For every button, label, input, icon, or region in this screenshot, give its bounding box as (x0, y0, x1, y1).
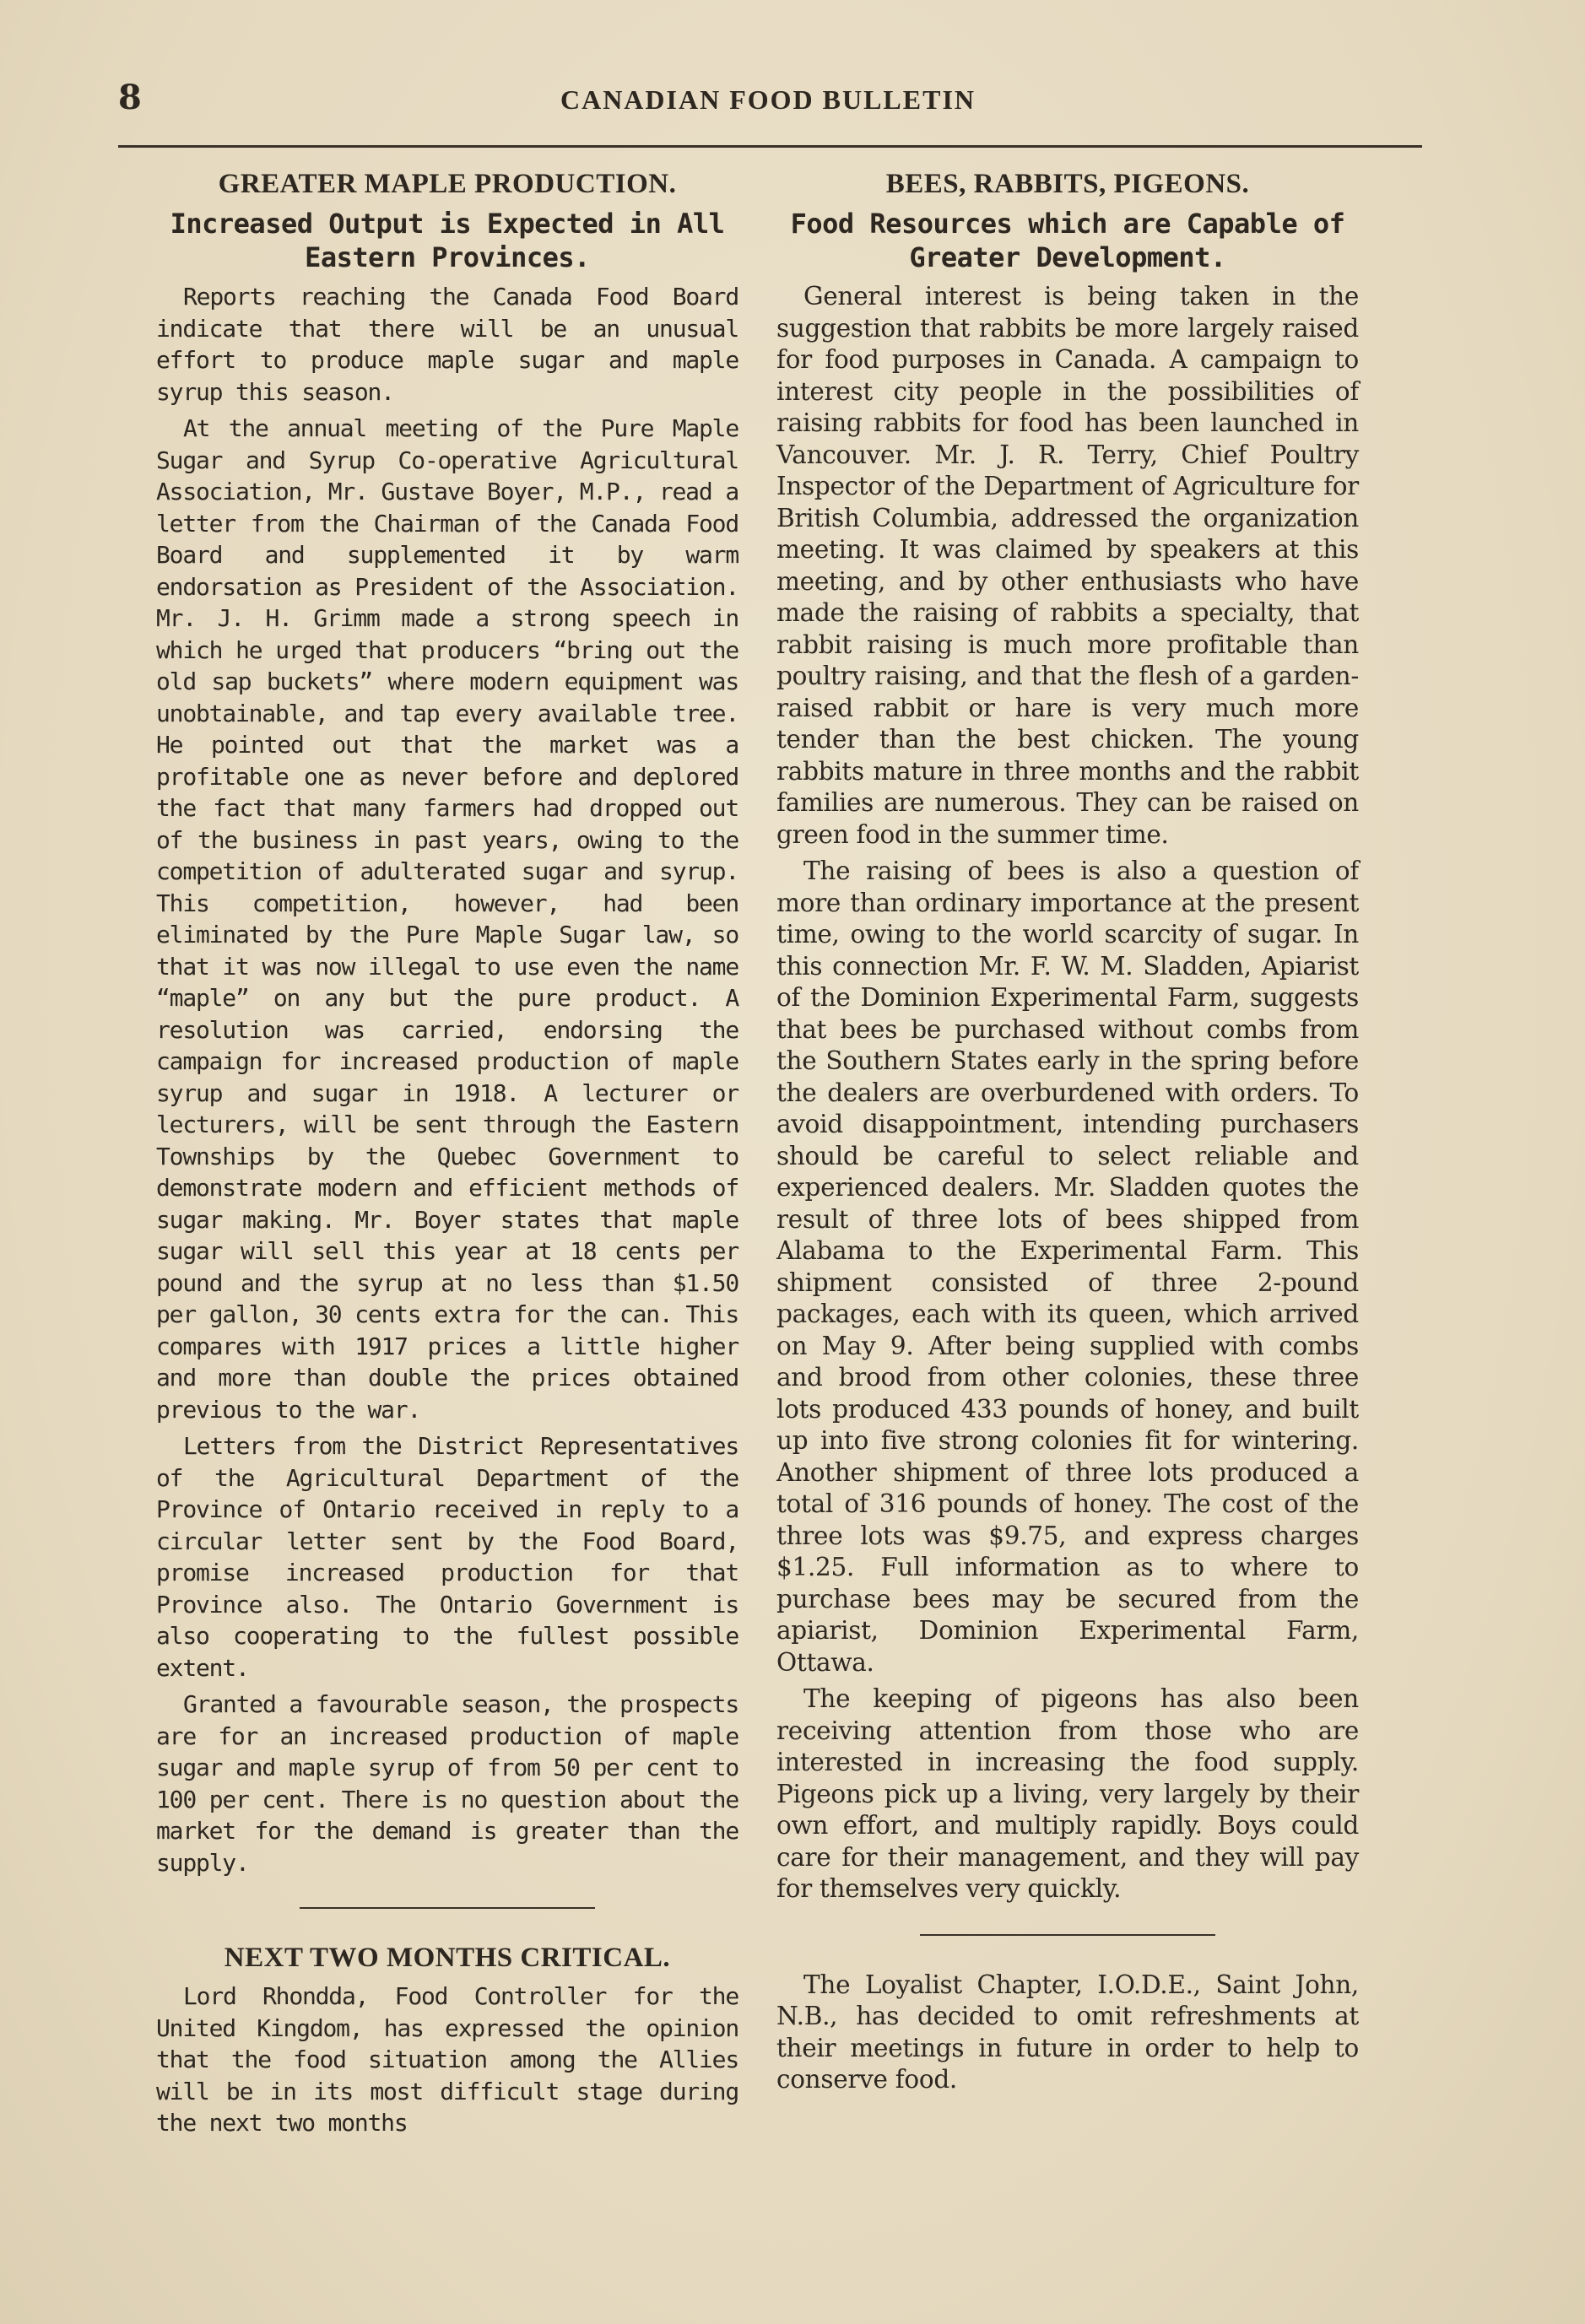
running-title: CANADIAN FOOD BULLETIN (560, 84, 976, 115)
section-divider (920, 1934, 1215, 1936)
paragraph: At the annual meeting of the Pure Maple Sugar and Syrup Co-operative Agricultural Association, Mr. Gustave Boyer, M.P., read a letter from the Chairman of the Canada Food Board and supplemented it by warm endorsation as President of the Association. Mr. J. H. Grimm made a strong speech in which he urged that producers “bring out the old sap buckets” where modern equipment was unobtainable, and tap every available tree. He pointed out that the market was a profitable one as never before and deplored the fact that many farmers had dropped out of the business in past years, owing to the competition of adulterated sugar and syrup. This competition, however, had been eliminated by the Pure Maple Sugar law, so that it was now illegal to use even the name “maple” on any but the pure product. A resolution was carried, endorsing the campaign for increased production of maple syrup and sugar in 1918. A lecturer or lecturers, will be sent through the Eastern Townships by the Quebec Government to demonstrate modern and efficient methods of sugar making. Mr. Boyer states that maple sugar will sell this year at 18 cents per pound and the syrup at no less than $1.50 per gallon, 30 cents extra for the can. This compares with 1917 prices a little higher and more than double the prices obtained previous to the war. (156, 414, 738, 1424)
page-header (118, 78, 1418, 128)
article-next-two-months (156, 1943, 738, 2139)
article-title: BEES, RABBITS, PIGEONS. (885, 169, 1250, 199)
page-number: 8 (118, 78, 142, 117)
paragraph: The Loyalist Chapter, I.O.D.E., Saint John, N.B., has decided to omit refreshments at their meetings in future in order to help to conserve food. (776, 1970, 1359, 2094)
article-subtitle: Increased Output is Expected in All Eastern Provinces. (170, 208, 725, 273)
left-column (156, 169, 738, 2144)
article-title: GREATER MAPLE PRODUCTION. (218, 169, 677, 199)
paragraph: Granted a favourable season, the prospects are for an increased production of maple sugar and maple syrup of from 50 per cent to 100 per cent. There is no question about the market for the demand is greater than the supply. (156, 1690, 738, 1877)
paragraph: Lord Rhondda, Food Controller for the United Kingdom, has expressed the opinion that the food situation among the Allies will be in its most difficult stage during the next two months (156, 1982, 738, 2137)
article-loyalist-chapter (776, 1970, 1359, 2096)
article-bees-rabbits-pigeons (776, 169, 1359, 1905)
article-subtitle: Food Resources which are Capable of Greater Development. (790, 208, 1345, 273)
article-title: NEXT TWO MONTHS CRITICAL. (224, 1943, 671, 1973)
section-divider (300, 1907, 595, 1909)
paragraph: The raising of bees is also a question of more than ordinary importance at the present time, owing to the world scarcity of sugar. In this connection Mr. F. W. M. Sladden, Apiarist of the Dominion Experimental Farm, suggests that bees be purchased without combs from the Southern States early in the spring before the dealers are overburdened with orders. To avoid disappointment, intending purchasers should be careful to select reliable and experienced dealers. Mr. Sladden quotes the result of three lots of bees shipped from Alabama to the Experimental Farm. This shipment consisted of three 2-pound packages, each with its queen, which arrived on May 9. After being supplied with combs and brood from other colonies, these three lots produced 433 pounds of honey, and built up into five strong colonies fit for wintering. Another shipment of three lots produced a total of 316 pounds of honey. The cost of the three lots was $9.75, and express charges $1.25. Full information as to where to purchase bees may be secured from the apiarist, Dominion Experimental Farm, Ottawa. (776, 857, 1359, 1677)
paragraph: Letters from the District Representatives of the Agricultural Department of the Province of Ontario received in reply to a circular letter sent by the Food Board, promise increased production for that Province also. The Ontario Government is also cooperating to the fullest possible extent. (156, 1432, 738, 1682)
header-rule (118, 145, 1422, 148)
paragraph: Reports reaching the Canada Food Board indicate that there will be an unusual effort to produce maple sugar and maple syrup this season. (156, 283, 738, 406)
right-column (776, 169, 1359, 2101)
paragraph: The keeping of pigeons has also been receiving attention from those who are interested in increasing the food supply. Pigeons pick up a living, very largely by their own effort, and multiply rapidly. Boys could care for their management, and they will pay for themselves very quickly. (776, 1684, 1359, 1903)
paragraph: General interest is being taken in the suggestion that rabbits be more largely raised for food purposes in Canada. A campaign to interest city people in the possibilities of raising rabbits for food has been launched in Vancouver. Mr. J. R. Terry, Chief Poultry Inspector of the Department of Agriculture for British Columbia, addressed the organization meeting. It was claimed by speakers at this meeting, and by other enthusiasts who have made the raising of rabbits a specialty, that rabbit raising is much more profitable than poultry raising, and that the flesh of a garden-raised rabbit or hare is very much more tender than the best chicken. The young rabbits mature in three months and the rabbit families are numerous. They can be raised on green food in the summer time. (776, 282, 1359, 849)
article-maple-production (156, 169, 738, 1878)
